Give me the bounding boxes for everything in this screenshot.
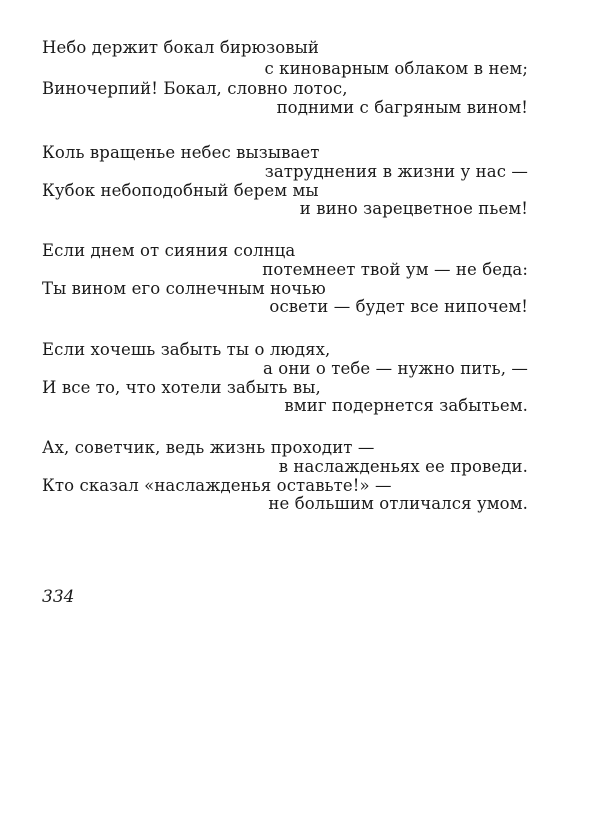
poem-line: Ты вином его солнечным ночью xyxy=(42,279,326,298)
poem-line: потемнеет твой ум — не беда: xyxy=(262,260,528,279)
poem-line: Кто сказал «наслажденья оставьте!» — xyxy=(42,476,392,495)
poem-line: и вино зарецветное пьем! xyxy=(299,199,528,218)
poem-line: подними с багряным вином! xyxy=(276,98,528,117)
poem-line: И все то, что хотели забыть вы, xyxy=(42,378,321,397)
poem-line: с киноварным облаком в нем; xyxy=(264,59,528,78)
poem-line: затруднения в жизни у нас — xyxy=(264,162,528,181)
poem-line: Ах, советчик, ведь жизнь проходит — xyxy=(42,438,375,457)
poem-line: вмиг подернется забытьем. xyxy=(284,396,528,415)
poem-line: а они о тебе — нужно пить, — xyxy=(263,359,528,378)
poem-line: Если днем от сияния солнца xyxy=(42,241,296,260)
poem-line: Виночерпий! Бокал, словно лотос, xyxy=(42,79,348,98)
poem-line: не большим отличался умом. xyxy=(268,494,528,513)
poem-line: Коль вращенье небес вызывает xyxy=(42,143,320,162)
poem-line: Кубок небоподобный берем мы xyxy=(42,181,319,200)
poem-line: освети — будет все нипочем! xyxy=(269,297,528,316)
poem-line: Если хочешь забыть ты о людях, xyxy=(42,340,331,359)
poem-line: Небо держит бокал бирюзовый xyxy=(42,38,319,57)
page-number: 334 xyxy=(42,587,75,607)
poem-line: в наслажденьях ее проведи. xyxy=(278,457,528,476)
